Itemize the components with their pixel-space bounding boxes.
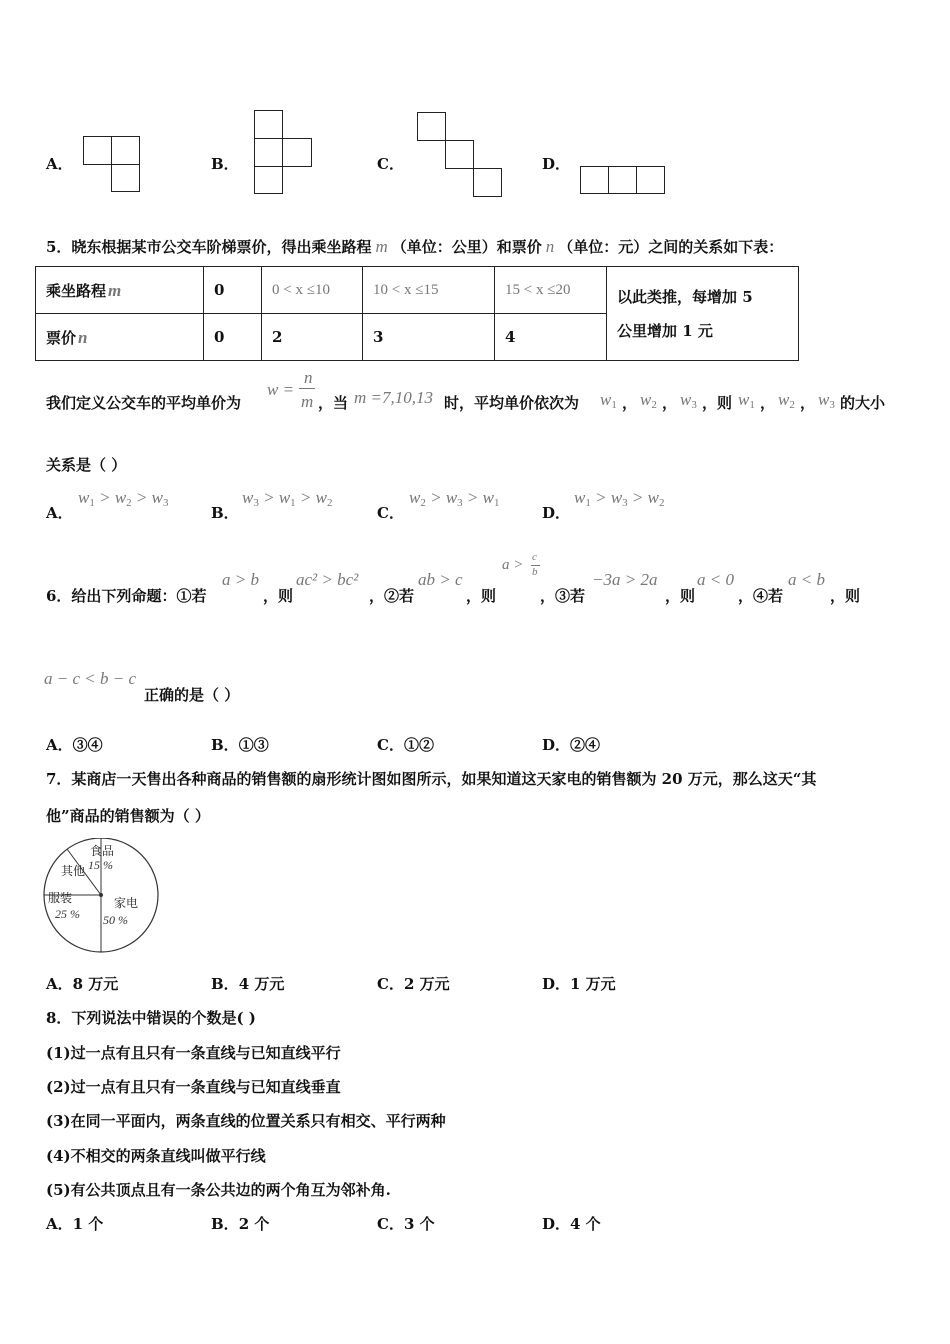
q8-option-b[interactable]: B．2 个 xyxy=(211,1215,270,1233)
slice-pct-appliance: 50 % xyxy=(103,913,128,927)
q8-statement: (1)过一点有且只有一条直线与已知直线平行 xyxy=(46,1044,341,1062)
option-letter: B． xyxy=(211,155,239,173)
option-expression: $w_1 > w_3 > w_2$ xyxy=(574,488,665,509)
q6-option-b[interactable]: B．①③ xyxy=(211,736,269,754)
q5-stem: 5．晓东根据某市公交车阶梯票价，得出乘坐路程 m （单位：公里）和票价 n （单位：元）之间的关系如下表： xyxy=(46,237,784,256)
q8-option-a[interactable]: A．1 个 xyxy=(46,1215,104,1233)
q6-option-a[interactable]: A．③④ xyxy=(46,736,103,754)
table-cell: 0 < x ≤10 xyxy=(262,267,363,314)
row-label-distance: 乘坐路程 m xyxy=(36,267,204,314)
slice-label-clothing: 服装 xyxy=(48,891,73,905)
m-variable: m xyxy=(375,237,388,256)
table-note: 以此类推，每增加 5 公里增加 1 元 xyxy=(607,267,799,361)
table-cell: 15 < x ≤20 xyxy=(495,267,607,314)
row-label-price: 票价 n xyxy=(36,314,204,361)
option-expression: $w_1 > w_2 > w_3$ xyxy=(78,488,169,509)
table-row xyxy=(36,267,799,314)
option-letter: A． xyxy=(46,155,73,173)
q6-option-d[interactable]: D．②④ xyxy=(542,736,601,754)
slice-pct-food: 15 % xyxy=(88,858,113,872)
q7-option-b[interactable]: B．4 万元 xyxy=(211,975,285,993)
q7-option-a[interactable]: A．8 万元 xyxy=(46,975,119,993)
q7-stem-line1: 7．某商店一天售出各种商品的销售额的扇形统计图如图所示，如果知道这天家电的销售额为 20 万元，那么这天“其 xyxy=(46,770,817,788)
option-letter: D． xyxy=(542,155,571,173)
q8-option-d[interactable]: D．4 个 xyxy=(542,1215,601,1233)
q7-option-c[interactable]: C．2 万元 xyxy=(377,975,450,993)
q8-option-c[interactable]: C．3 个 xyxy=(377,1215,435,1233)
q5-stem-line2: 关系是（ ） xyxy=(46,456,127,474)
table-cell: 2 xyxy=(262,314,363,361)
table-cell: 10 < x ≤15 xyxy=(363,267,495,314)
slice-label-food: 食品 xyxy=(90,844,115,858)
sales-pie-chart xyxy=(40,838,165,958)
pie-center xyxy=(99,893,103,897)
slice-label-appliance: 家电 xyxy=(114,896,139,910)
q8-statement: (5)有公共顶点且有一条公共边的两个角互为邻补角. xyxy=(46,1181,391,1199)
fare-table xyxy=(35,266,799,361)
n-variable: n xyxy=(545,237,555,256)
table-cell: 3 xyxy=(363,314,495,361)
table-cell: 0 xyxy=(204,267,262,314)
slice-pct-clothing: 25 % xyxy=(55,907,80,921)
q8-statement: (2)过一点有且只有一条直线与已知直线垂直 xyxy=(46,1078,341,1096)
option-expression: $w_3 > w_1 > w_2$ xyxy=(242,488,333,509)
m-values: m =7,10,13 xyxy=(354,388,433,407)
table-cell: 0 xyxy=(204,314,262,361)
option-expression: $w_2 > w_3 > w_1$ xyxy=(409,488,500,509)
table-cell: 4 xyxy=(495,314,607,361)
q8-stem: 8．下列说法中错误的个数是( ) xyxy=(46,1009,256,1027)
q8-statement: (4)不相交的两条直线叫做平行线 xyxy=(46,1147,266,1165)
q6-option-c[interactable]: C．①② xyxy=(377,736,434,754)
slice-label-other: 其他 xyxy=(61,864,86,878)
option-letter: C． xyxy=(377,155,404,173)
q7-stem-line2: 他”商品的销售额为（ ） xyxy=(46,807,210,825)
q7-option-d[interactable]: D．1 万元 xyxy=(542,975,616,993)
q8-statement: (3)在同一平面内，两条直线的位置关系只有相交、平行两种 xyxy=(46,1112,446,1130)
